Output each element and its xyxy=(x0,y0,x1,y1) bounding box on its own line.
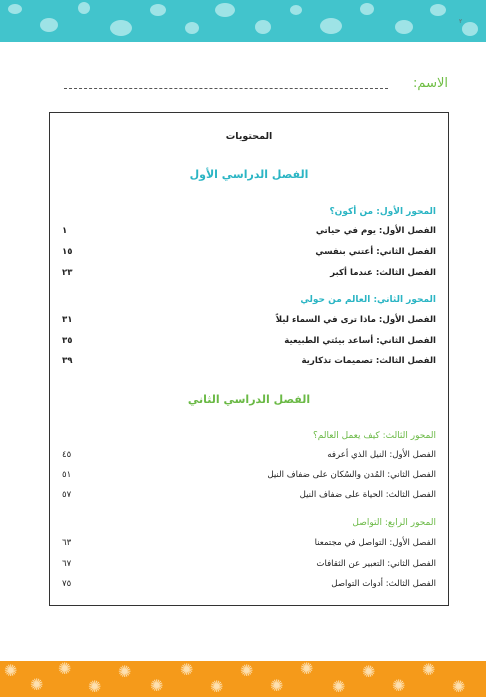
flower-icon: ✺ xyxy=(422,661,436,679)
toc-entry[interactable] xyxy=(62,559,436,573)
flower-icon: ✺ xyxy=(300,661,314,678)
chapter-page: ٧٥ xyxy=(62,579,72,589)
banner-dot xyxy=(462,22,478,36)
banner-dot xyxy=(430,4,446,16)
toc-entry[interactable] xyxy=(62,356,436,370)
banner-dot xyxy=(78,2,90,14)
axis-1-title: المحور الأول: من أكون؟ xyxy=(329,207,436,217)
flower-icon: ✺ xyxy=(88,677,102,696)
chapter-page: ٥٧ xyxy=(62,490,72,500)
chapter-page: ٦٣ xyxy=(62,538,72,548)
chapter-page: ٥١ xyxy=(62,470,72,480)
chapter-label: الفصل الأول: ماذا ترى في السماء ليلاً xyxy=(275,315,436,325)
banner-dot xyxy=(185,22,199,34)
banner-dot xyxy=(395,20,413,34)
flower-icon: ✺ xyxy=(332,677,346,696)
banner-dot xyxy=(290,5,302,15)
toc-entry[interactable] xyxy=(62,470,436,484)
chapter-label: الفصل الثالث: تصميمات تذكارية xyxy=(301,356,436,366)
chapter-label: الفصل الأول: يوم في حياتي xyxy=(315,226,436,236)
chapter-page: ٢٣ xyxy=(62,268,73,278)
chapter-label: الفصل الثاني: التعبير عن الثقافات xyxy=(316,559,436,569)
chapter-page: ٦٧ xyxy=(62,559,72,569)
toc-entry[interactable] xyxy=(62,336,436,350)
banner-dot xyxy=(320,18,342,34)
flower-icon: ✺ xyxy=(210,677,224,696)
toc-entry[interactable] xyxy=(62,490,436,504)
banner-dot xyxy=(8,4,22,14)
axis-2-title: المحور الثاني: العالم من حولي xyxy=(300,295,436,305)
bottom-decorative-banner xyxy=(0,661,486,697)
toc-entry[interactable] xyxy=(62,538,436,552)
banner-dot xyxy=(215,3,235,17)
axis-4-title: المحور الرابع: التواصل xyxy=(352,518,436,528)
flower-icon: ✺ xyxy=(452,677,466,696)
chapter-label: الفصل الأول: النيل الذي أعرفه xyxy=(327,450,436,460)
page-number: ٢ xyxy=(459,18,463,25)
chapter-label: الفصل الثالث: الحياة على ضفاف النيل xyxy=(299,490,436,500)
flower-icon: ✺ xyxy=(270,676,284,695)
toc-entry[interactable] xyxy=(62,226,436,240)
banner-dot xyxy=(40,18,58,32)
toc-entry[interactable] xyxy=(62,268,436,282)
chapter-page: ١ xyxy=(62,226,68,236)
semester-2-title: الفصل الدراسي الثاني xyxy=(187,393,311,406)
chapter-label: الفصل الأول: التواصل في مجتمعنا xyxy=(314,538,436,548)
flower-icon: ✺ xyxy=(118,662,132,681)
banner-dot xyxy=(360,3,374,15)
axis-3-title: المحور الثالث: كيف يعمل العالم؟ xyxy=(312,431,436,441)
banner-dot xyxy=(110,20,132,36)
chapter-page: ١٥ xyxy=(62,247,73,257)
toc-title: المحتويات xyxy=(225,131,273,142)
top-decorative-banner xyxy=(0,0,486,42)
name-label: الاسم: xyxy=(413,76,448,91)
banner-dot xyxy=(255,20,271,34)
chapter-label: الفصل الثالث: عندما أكبر xyxy=(330,268,436,278)
chapter-page: ٣٩ xyxy=(62,356,73,366)
chapter-page: ٤٥ xyxy=(62,450,72,460)
flower-icon: ✺ xyxy=(392,676,406,695)
chapter-label: الفصل الثاني: المُدن والسُكان على ضفاف النيل xyxy=(267,470,436,480)
toc-entry[interactable] xyxy=(62,450,436,464)
chapter-page: ٣٥ xyxy=(62,336,73,346)
chapter-label: الفصل الثاني: أساعد بيئتي الطبيعية xyxy=(284,336,436,346)
toc-entry[interactable] xyxy=(62,247,436,261)
flower-icon: ✺ xyxy=(58,661,72,678)
flower-icon: ✺ xyxy=(180,661,194,679)
chapter-label: الفصل الثاني: أعتني بنفسي xyxy=(315,247,436,257)
flower-icon: ✺ xyxy=(150,676,164,695)
table-of-contents xyxy=(49,112,449,606)
toc-entry[interactable] xyxy=(62,315,436,329)
flower-icon: ✺ xyxy=(4,661,18,680)
chapter-label: الفصل الثالث: أدوات التواصل xyxy=(331,579,436,589)
flower-icon: ✺ xyxy=(362,662,376,681)
chapter-page: ٣١ xyxy=(62,315,73,325)
name-dashed-line[interactable] xyxy=(64,88,388,89)
semester-1-title: الفصل الدراسي الأول xyxy=(189,168,309,181)
flower-icon: ✺ xyxy=(240,661,254,680)
banner-dot xyxy=(150,4,166,16)
flower-icon: ✺ xyxy=(30,675,44,694)
name-field[interactable] xyxy=(60,76,448,96)
toc-entry[interactable] xyxy=(62,579,436,593)
